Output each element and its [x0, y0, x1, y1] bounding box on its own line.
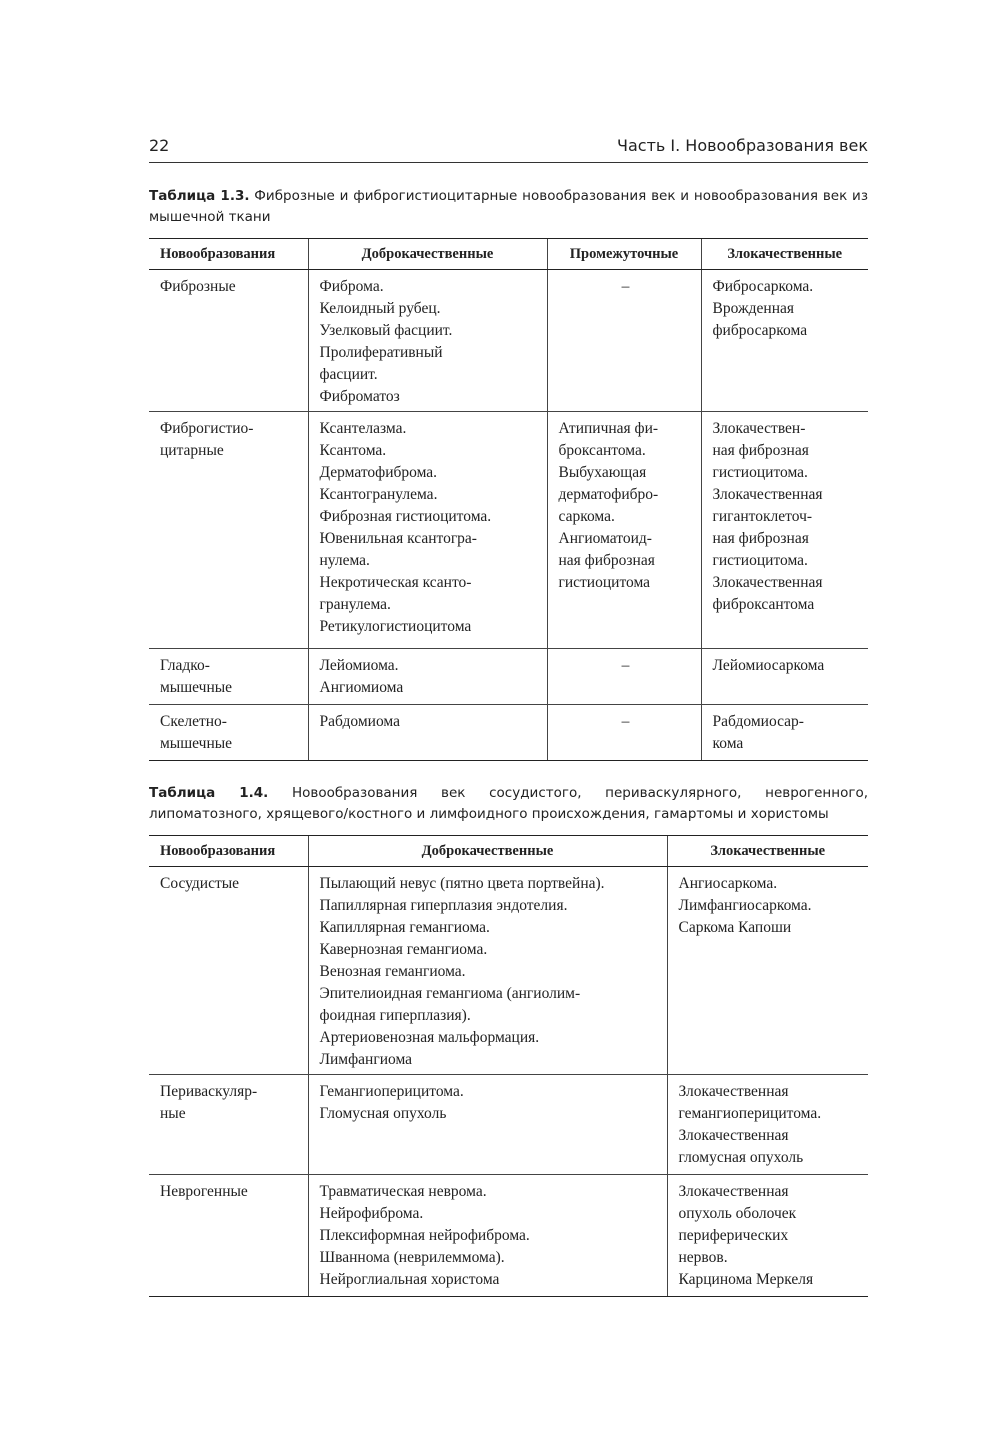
cell-line: цитарные [160, 442, 224, 459]
cell-line: Сосудистые [160, 875, 240, 892]
cell-line: Атипичная фи- [558, 420, 659, 437]
cell-line: кома [712, 735, 744, 752]
cell-line: броксантома. [558, 442, 646, 459]
cell-line: ная фиброзная [712, 530, 809, 547]
cell-line: Нейроглиальная хористома [319, 1271, 500, 1288]
malignant-cell [667, 1075, 868, 1175]
cell-line: Фибросаркома. [712, 278, 814, 295]
table-header-row [149, 239, 868, 270]
cell-line: опухоль оболочек [678, 1205, 797, 1222]
cell-line: Ангиомиома [319, 679, 404, 696]
type-cell [149, 412, 308, 649]
cell-line: Ювенильная ксантогра- [319, 530, 477, 547]
type-cell [149, 705, 308, 761]
column-header: Промежуточные [547, 239, 701, 270]
header-rule [149, 162, 868, 163]
malignant-cell [701, 649, 868, 705]
cell-line: фибросаркома [712, 322, 808, 339]
cell-line: гистиоцитома. [712, 552, 808, 569]
cell-line: – [621, 713, 630, 730]
cell-line: нулема. [319, 552, 370, 569]
intermediate-cell [547, 412, 701, 649]
column-header: Доброкачественные [308, 239, 547, 270]
cell-line: нервов. [678, 1249, 728, 1266]
type-cell [149, 867, 308, 1075]
cell-line: гломусная опухоль [678, 1149, 804, 1166]
column-header: Злокачественные [701, 239, 868, 270]
cell-line: Гломусная опухоль [319, 1105, 447, 1122]
malignant-cell [667, 1175, 868, 1297]
cell-line: Рабдомиома [319, 713, 400, 730]
benign-cell [308, 412, 547, 649]
intermediate-cell [547, 705, 701, 761]
cell-line: Злокачествен- [712, 420, 806, 437]
cell-line: Капиллярная гемангиома. [319, 919, 490, 936]
benign-cell [308, 649, 547, 705]
cell-line: Скелетно- [160, 713, 227, 730]
cell-line: Злокачественная [678, 1183, 789, 1200]
column-header: Доброкачественные [308, 836, 667, 867]
cell-line: Злокачественная [712, 486, 823, 503]
cell-line: Келоидный рубец. [319, 300, 441, 317]
type-cell [149, 1075, 308, 1175]
table-row [149, 412, 868, 649]
cell-line: Злокачественная [678, 1083, 789, 1100]
cell-line: Рабдомиосар- [712, 713, 804, 730]
cell-line: Саркома Капоши [678, 919, 792, 936]
table-row [149, 867, 868, 1075]
running-title: Часть I. Новообразования век [617, 136, 868, 155]
cell-line: Злокачественная [712, 574, 823, 591]
cell-line: ная фиброзная [558, 552, 655, 569]
cell-line: Лейомиосаркома [712, 657, 825, 674]
cell-line: Лейомиома. [319, 657, 399, 674]
malignant-cell [701, 270, 868, 412]
page-number: 22 [149, 136, 170, 155]
table-row [149, 649, 868, 705]
type-cell [149, 270, 308, 412]
type-cell [149, 1175, 308, 1297]
cell-line: ные [160, 1105, 186, 1122]
column-header: Новообразования [149, 239, 308, 270]
cell-line: Выбухающая [558, 464, 647, 481]
cell-line: Травматическая неврома. [319, 1183, 487, 1200]
table-1-3-caption [149, 186, 868, 228]
cell-line: ная фиброзная [712, 442, 809, 459]
cell-line: Лимфангиосаркома. [678, 897, 812, 914]
intermediate-cell [547, 270, 701, 412]
cell-line: гистиоцитома [558, 574, 651, 591]
cell-line: гемангиоперицитома. [678, 1105, 822, 1122]
table-1-4-caption-text: Новообразования век сосудистого, периваскулярного, неврогенного, липоматозного, хрящевого/костного и лимфоидного происхождения, гамартомы и хористомы [149, 785, 868, 822]
cell-line: Узелковый фасциит. [319, 322, 453, 339]
cell-line: Ксантелазма. [319, 420, 407, 437]
cell-line: гранулема. [319, 596, 391, 613]
benign-cell [308, 1075, 667, 1175]
cell-line: дерматофибро- [558, 486, 659, 503]
cell-line: Дерматофиброма. [319, 464, 438, 481]
benign-cell [308, 1175, 667, 1297]
cell-line: Карцинома Меркеля [678, 1271, 814, 1288]
cell-line: гигантоклеточ- [712, 508, 813, 525]
cell-line: фоидная гиперплазия). [319, 1007, 471, 1024]
cell-line: Фиброзная гистиоцитома. [319, 508, 492, 525]
cell-line: Фиброма. [319, 278, 384, 295]
benign-cell [308, 705, 547, 761]
cell-line: – [621, 657, 630, 674]
intermediate-cell [547, 649, 701, 705]
cell-line: Лимфангиома [319, 1051, 413, 1068]
cell-line: Гемангиоперицитома. [319, 1083, 464, 1100]
cell-line: Шваннома (неврилеммома). [319, 1249, 505, 1266]
cell-line: – [621, 278, 630, 295]
table-row [149, 705, 868, 761]
table-header-row [149, 836, 868, 867]
cell-line: мышечные [160, 735, 233, 752]
table-1-4 [149, 835, 868, 1297]
benign-cell [308, 270, 547, 412]
cell-line: Кавернозная гемангиома. [319, 941, 488, 958]
table-row [149, 1075, 868, 1175]
cell-line: Гладко- [160, 657, 210, 674]
table-1-3-label: Таблица 1.3. [149, 188, 250, 204]
cell-line: мышечные [160, 679, 233, 696]
cell-line: Ксантогранулема. [319, 486, 438, 503]
cell-line: периферических [678, 1227, 789, 1244]
cell-line: Некротическая ксанто- [319, 574, 472, 591]
cell-line: Периваскуляр- [160, 1083, 258, 1100]
cell-line: фасциит. [319, 366, 378, 383]
table-row [149, 270, 868, 412]
cell-line: Пылающий невус (пятно цвета портвейна). [319, 875, 605, 892]
cell-line: Эпителиоидная гемангиома (ангиолим- [319, 985, 581, 1002]
benign-cell [308, 867, 667, 1075]
cell-line: Врожденная [712, 300, 795, 317]
type-cell [149, 649, 308, 705]
table-1-3-caption-text: Фиброзные и фиброгистиоцитарные новообразования век и новообразования век из мышечной ткани [149, 188, 869, 225]
cell-line: Ксантома. [319, 442, 387, 459]
cell-line: Ангиоматоид- [558, 530, 652, 547]
cell-line: саркома. [558, 508, 615, 525]
cell-line: Венозная гемангиома. [319, 963, 466, 980]
cell-line: Папиллярная гиперплазия эндотелия. [319, 897, 568, 914]
cell-line: фиброксантома [712, 596, 815, 613]
cell-line: Фиброзные [160, 278, 236, 295]
column-header: Новообразования [149, 836, 308, 867]
cell-line: гистиоцитома. [712, 464, 808, 481]
cell-line: Пролиферативный [319, 344, 443, 361]
malignant-cell [701, 412, 868, 649]
cell-line: Нейрофиброма. [319, 1205, 424, 1222]
table-1-4-caption [149, 783, 868, 825]
cell-line: Фиброгистио- [160, 420, 254, 437]
malignant-cell [701, 705, 868, 761]
cell-line: Ангиосаркома. [678, 875, 778, 892]
table-row [149, 1175, 868, 1297]
table-1-4-label: Таблица 1.4. [149, 785, 269, 801]
cell-line: Плексиформная нейрофиброма. [319, 1227, 530, 1244]
cell-line: Фиброматоз [319, 388, 400, 405]
malignant-cell [667, 867, 868, 1075]
cell-line: Артериовенозная мальформация. [319, 1029, 540, 1046]
running-header [149, 136, 868, 158]
cell-line: Неврогенные [160, 1183, 248, 1200]
cell-line: Злокачественная [678, 1127, 789, 1144]
table-1-3 [149, 238, 868, 761]
cell-line: Ретикулогистиоцитома [319, 618, 472, 635]
column-header: Злокачественные [667, 836, 868, 867]
